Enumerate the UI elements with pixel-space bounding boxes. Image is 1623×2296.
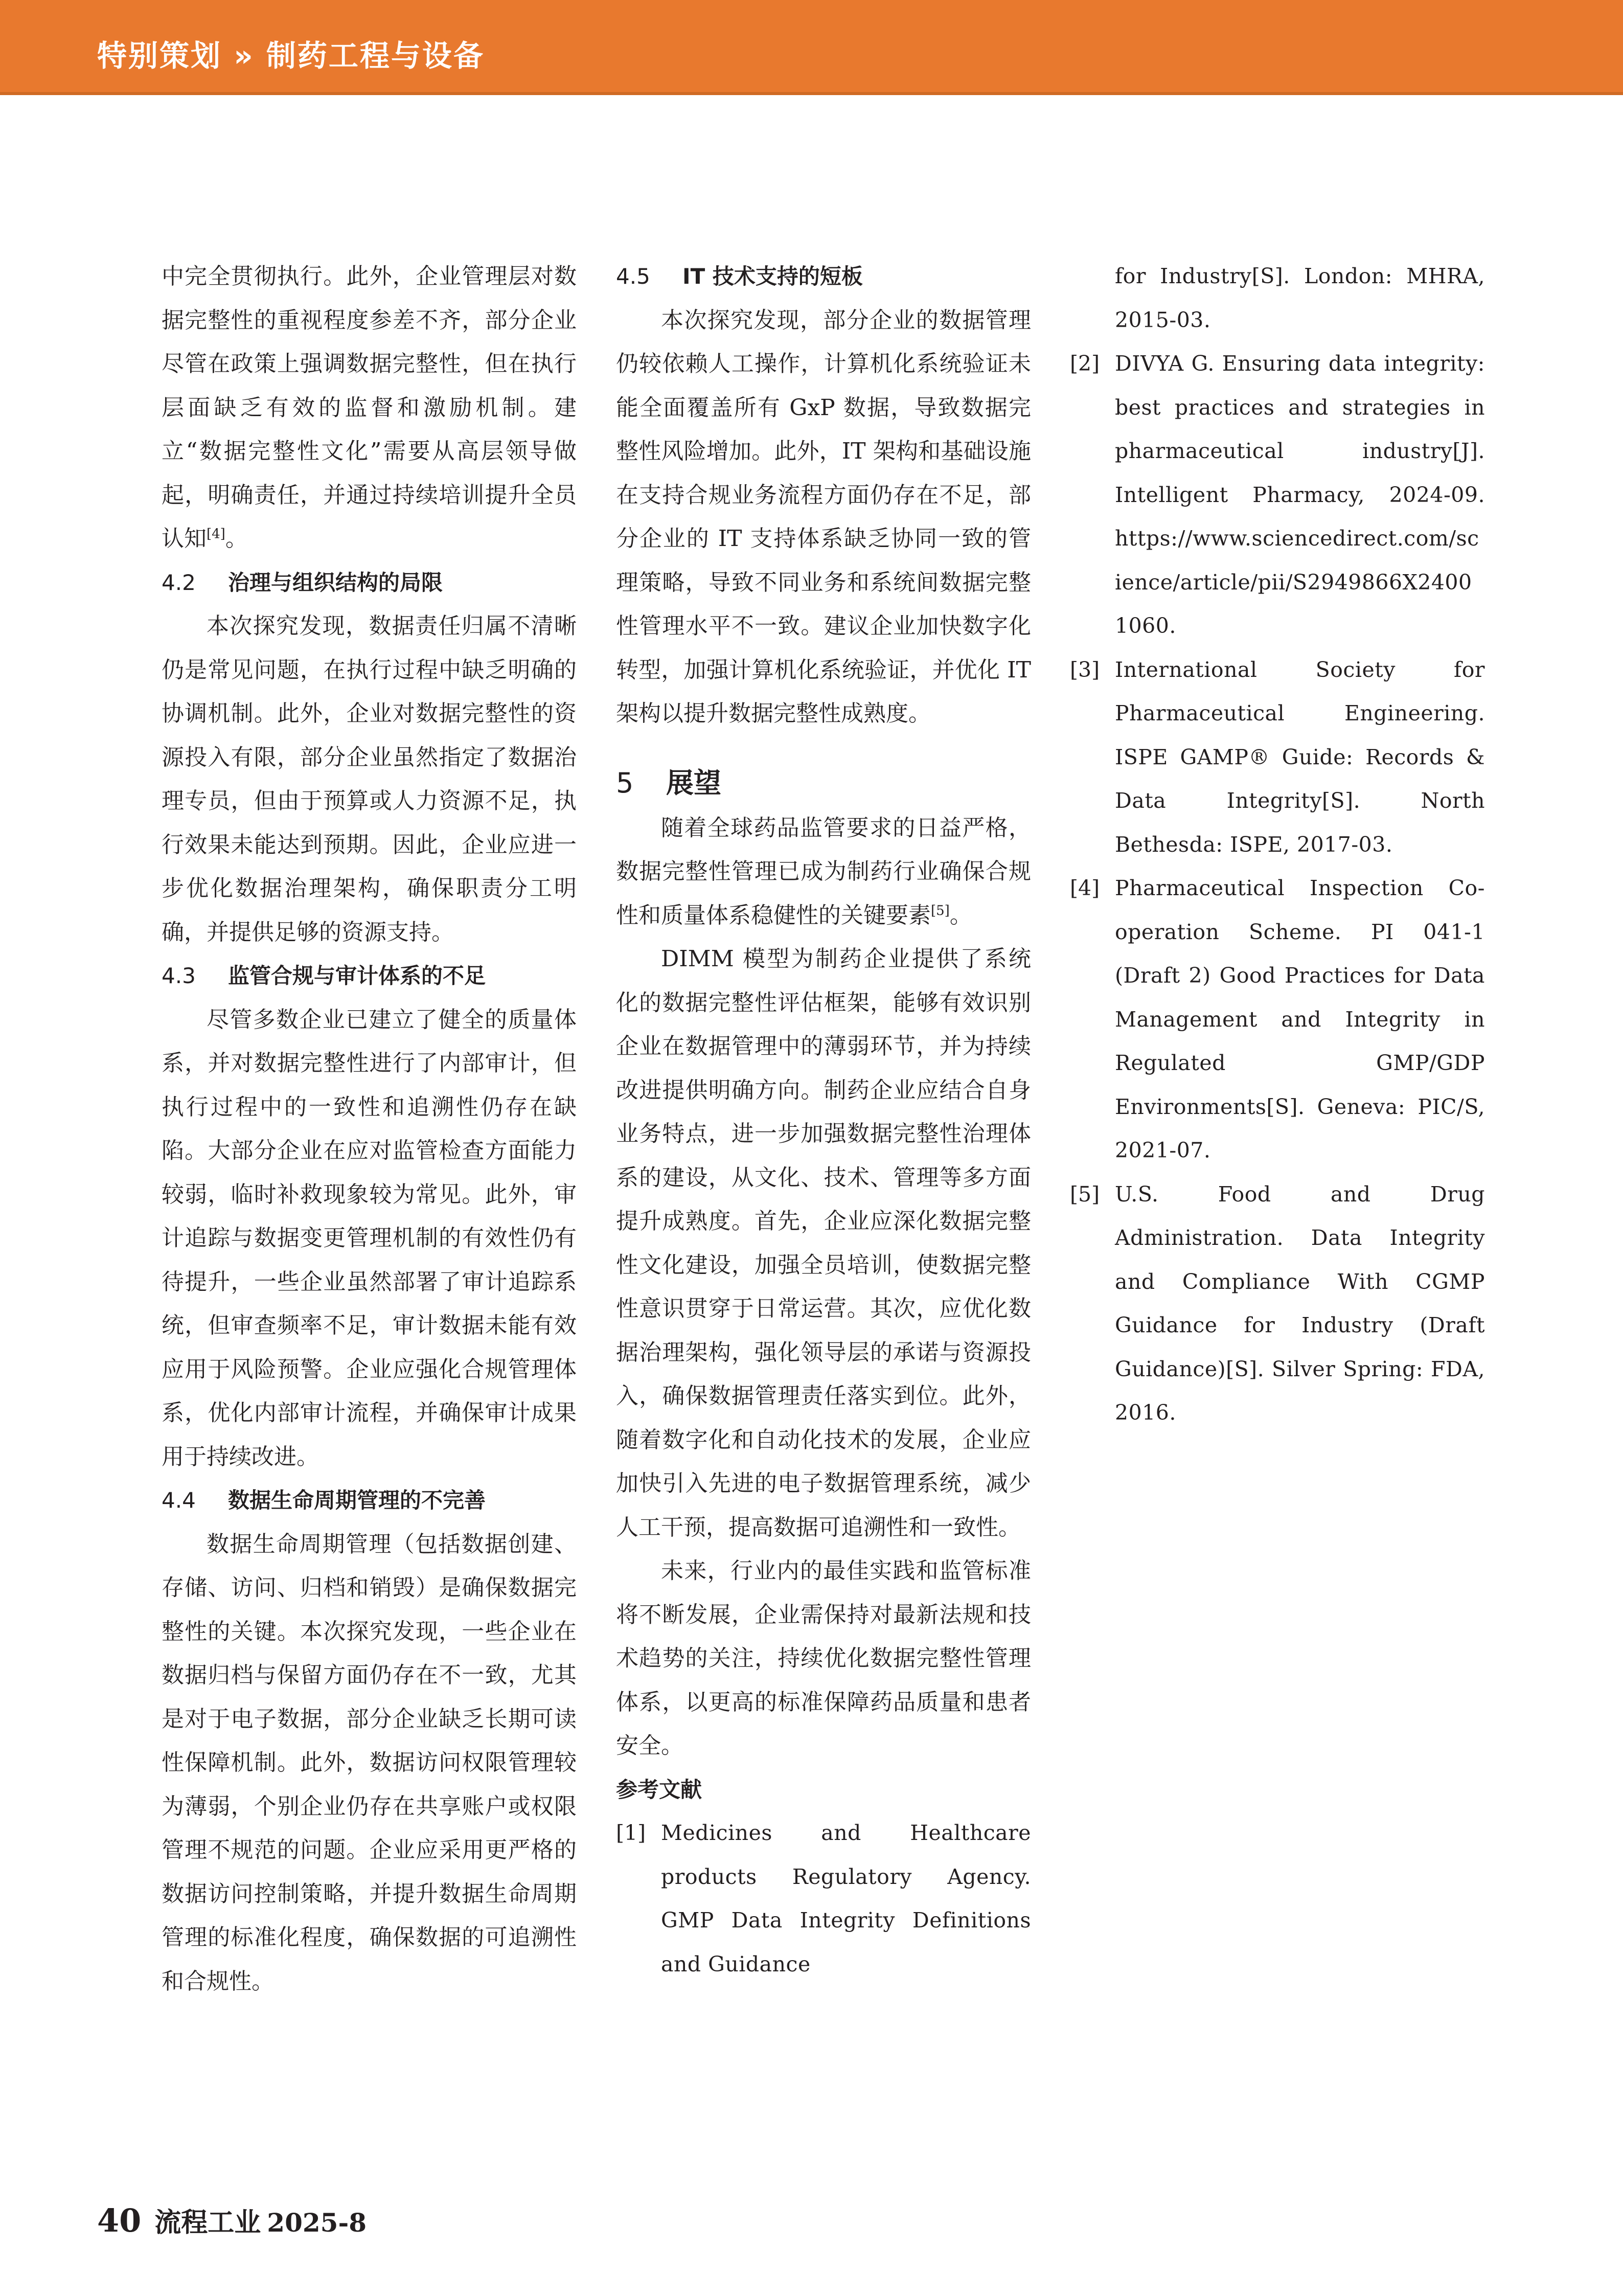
reference-number: [2]	[1070, 351, 1100, 376]
section-5-paragraph-3: 未来，行业内的最佳实践和监管标准将不断发展，企业需保持对最新法规和技术趋势的关注，持续优化数据完整性管理体系，以更高的标准保障药品质量和患者安全。	[616, 1558, 1031, 1759]
section-number: 4.4	[162, 1488, 196, 1513]
reference-item-1	[616, 1811, 1031, 1986]
section-heading-4-4	[162, 1479, 577, 1522]
reference-item-1-continued	[1070, 255, 1485, 342]
reference-text: International Society for Pharmaceutical Engineering. ISPE GAMP® Guide: Records & Data Integrity[S]. North Bethesda: ISPE, 2017-03.	[1115, 657, 1485, 857]
reference-text: Medicines and Healthcare products Regulatory Agency. GMP Data Integrity Definitions and Guidance	[661, 1821, 1031, 1976]
references-heading: 参考文献	[616, 1777, 702, 1802]
page-footer	[97, 2201, 367, 2239]
reference-number: [3]	[1070, 657, 1100, 682]
section-title: 展望	[666, 766, 721, 799]
section-heading-5	[616, 760, 1031, 806]
section-title: 治理与组织结构的局限	[228, 570, 443, 595]
citation-ref: [5]	[931, 902, 950, 918]
section-4-2-paragraph: 本次探究发现，数据责任归属不清晰仍是常见问题，在执行过程中缺乏明确的协调机制。此外，企业对数据完整性的资源投入有限，部分企业虽然指定了数据治理专员，但由于预算或人力资源不足，执行效果未能达到预期。因此，企业应进一步优化数据治理架构，确保职责分工明确，并提供足够的资源支持。	[162, 613, 577, 945]
column-right	[1070, 255, 1485, 1435]
section-header-title: 特别策划 » 制药工程与设备	[97, 38, 485, 73]
section-heading-4-2	[162, 561, 577, 605]
reference-number: [5]	[1070, 1181, 1100, 1207]
reference-text: U.S. Food and Drug Administration. Data Integrity and Compliance With CGMP Guidance for Industry (Draft Guidance)[S]. Silver Spring: FDA, 2016.	[1115, 1181, 1485, 1425]
page-number: 40	[97, 2202, 142, 2239]
reference-number: [4]	[1070, 876, 1100, 900]
section-header-bar	[0, 0, 1623, 95]
section-5-paragraph-2: DIMM 模型为制药企业提供了系统化的数据完整性评估框架，能够有效识别企业在数据管理中的薄弱环节，并为持续改进提供明确方向。制药企业应结合自身业务特点，进一步加强数据完整性治理体系的建设，从文化、技术、管理等多方面提升成熟度。首先，企业应深化数据完整性文化建设，加强全员培训，使数据完整性意识贯穿于日常运营。其次，应优化数据治理架构，强化领导层的承诺与资源投入，确保数据管理责任落实到位。此外，随着数字化和自动化技术的发展，企业应加快引入先进的电子数据管理系统，减少人工干预，提高数据可追溯性和一致性。	[616, 946, 1031, 1540]
journal-issue: 2025-8	[267, 2208, 367, 2238]
reference-text: Pharmaceutical Inspection Co-operation Scheme. PI 041-1 (Draft 2) Good Practices for Data Management and Integrity in Regulated GMP/GDP Environments[S]. Geneva: PIC/S, 2021-07.	[1115, 876, 1485, 1163]
section-4-4-paragraph: 数据生命周期管理（包括数据创建、存储、访问、归档和销毁）是确保数据完整性的关键。本次探究发现，一些企业在数据归档与保留方面仍存在不一致，尤其是对于电子数据，部分企业缺乏长期可读性保障机制。此外，数据访问权限管理较为薄弱，个别企业仍存在共享账户或权限管理不规范的问题。企业应采用更严格的数据访问控制策略，并提升数据生命周期管理的标准化程度，确保数据的可追溯性和合规性。	[162, 1531, 577, 1994]
column-left	[162, 255, 577, 2003]
section-4-5-paragraph: 本次探究发现，部分企业的数据管理仍较依赖人工操作，计算机化系统验证未能全面覆盖所有 GxP 数据，导致数据完整性风险增加。此外，IT 架构和基础设施在支持合规业务流程方面仍存在不足，部分企业的 IT 支持体系缺乏协同一致的管理策略，导致不同业务和系统间数据完整性管理水平不一致。建议企业加快数字化转型，加强计算机化系统验证，并优化 IT 架构以提升数据完整性成熟度。	[616, 307, 1031, 726]
paragraph-text: 随着全球药品监管要求的日益严格，数据完整性管理已成为制药行业确保合规性和质量体系稳健性的关键要素	[616, 814, 1031, 928]
reference-item-5	[1070, 1173, 1485, 1435]
reference-text: DIVYA G. Ensuring data integrity: best practices and strategies in pharmaceutical industry[J]. Intelligent Pharmacy, 2024-09. https://www.sciencedirect.com/science/article/pii/S2949866X24001060.	[1115, 351, 1485, 638]
section-number: 4.3	[162, 963, 196, 988]
reference-item-3	[1070, 648, 1485, 867]
reference-item-4	[1070, 867, 1485, 1173]
section-title: 数据生命周期管理的不完善	[228, 1488, 486, 1513]
paragraph-end: 。	[949, 902, 972, 928]
reference-number: [1]	[616, 1821, 646, 1845]
citation-ref: [4]	[207, 526, 225, 542]
section-heading-4-5	[616, 255, 1031, 299]
section-5-paragraph-1	[616, 806, 1031, 938]
section-number: 5	[616, 766, 634, 799]
section-number: 4.2	[162, 570, 196, 595]
section-4-3-paragraph: 尽管多数企业已建立了健全的质量体系，并对数据完整性进行了内部审计，但执行过程中的一致性和追溯性仍存在缺陷。大部分企业在应对监管检查方面能力较弱，临时补救现象较为常见。此外，审计追踪与数据变更管理机制的有效性仍有待提升，一些企业虽然部署了审计追踪系统，但审查频率不足，审计数据未能有效应用于风险预警。企业应强化合规管理体系，优化内部审计流程，并确保审计成果用于持续改进。	[162, 1006, 577, 1470]
reference-text: for Industry[S]. London: MHRA, 2015-03.	[1115, 264, 1485, 332]
section-number: 4.5	[616, 264, 650, 289]
section-title: IT 技术支持的短板	[682, 264, 863, 289]
paragraph-text: 中完全贯彻执行。此外，企业管理层对数据完整性的重视程度参差不齐，部分企业尽管在政策上强调数据完整性，但在执行层面缺乏有效的监督和激励机制。建立“数据完整性文化”需要从高层领导做起，明确责任，并通过持续培训提升全员认知	[162, 263, 577, 552]
section-heading-4-3	[162, 954, 577, 998]
paragraph-end: 。	[225, 526, 248, 552]
section-title: 监管合规与审计体系的不足	[228, 963, 486, 988]
reference-item-2	[1070, 342, 1485, 648]
column-middle	[616, 255, 1031, 1986]
journal-name: 流程工业	[154, 2207, 261, 2238]
paragraph-continued	[162, 255, 577, 561]
